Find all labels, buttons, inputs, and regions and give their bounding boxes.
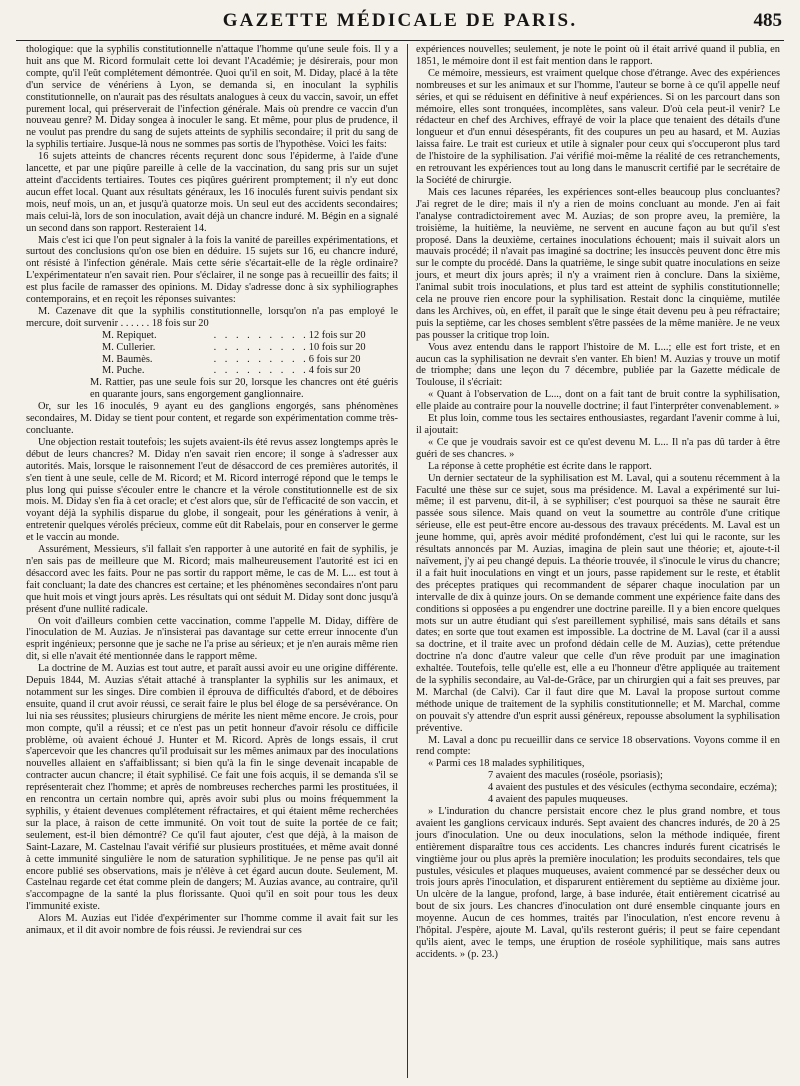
cazenave-value: 18 fois sur 20 (151, 317, 209, 329)
paragraph: 16 sujets atteints de chancres récents reçurent donc sous l'épiderme, à l'aide d'une lancette, et par une piqûre pareille à celle de la vaccination, du sang pris sur un sujet atteint d'accidents tertiaires. Toutes ces piqûres guérirent promptement; il n'y eut donc aucun effet local. Quant aux résultats généraux, les 16 inoculés furent suivis pendant six mois, neuf mois, un an, et jusqu'à quatorze mois. Un seul eut des accidents secondaires; mais celui-là, lors de son inoculation, avait déjà un chancre induré. M. Bégin en a signalé un second dans son rapport. Resteraient 14. (26, 151, 398, 234)
right-column (416, 44, 780, 1082)
cazenave-text: M. Cazenave dit que la syphilis constitutionnelle, lorsqu'on n'a pas employé le mercure, doit survenir (26, 305, 398, 329)
paragraph: thologique: que la syphilis constitutionnelle n'attaque l'homme qu'une seule fois. Il y a huit ans que M. Ricord formulait cette loi devant l'Académie; je désirerais, pour mon compte, qu'il l'eût complétement démontrée. Quoi qu'il en soit, M. Diday, placé à la tête d'un service de vénériens à Lyon, se demanda si, en inoculant la syphilis constitutionnelle, on n'aurait pas des résultats analogues à ceux du vaccin, savoir, un effet purement local, qui préserverait de l'infection générale. Mais où prendre ce vaccin d'un nouveau genre? M. Diday songea à inoculer le sang. Et même, pour plus de prudence, il ne voulut pas prendre du sang de sujets atteints de syphilis secondaire; il prit du sang de la syphilis tertiaire. Jusque-là nous ne sommes pas sortis de l'hypothèse. Voici les faits: (26, 44, 398, 151)
list-item: 4 avaient des pustules et des vésicules (ecthyma secondaire, eczéma); (488, 782, 778, 794)
list-item: M. Puche. . . . . . . . . . 4 fois sur 20 (38, 365, 398, 377)
author-name: M. Puche. (102, 365, 145, 377)
list-item: M. Repiquet. . . . . . . . . . 12 fois sur 20 (38, 330, 398, 342)
list-item: 7 avaient des macules (roséole, psoriasis); (488, 770, 663, 782)
paragraph: Mais ces lacunes réparées, les expériences sont-elles beaucoup plus concluantes? J'ai regret de le dire; mais il n'y a rien de moins concluant au monde. J'en ai fait l'analyse contradictoirement avec M. Auzias; de son propre aveu, la première, la troisième, la huitième, la neuvième, ne servent en aucune façon au but qu'il s'est proposé. Dans la deuxième, certaines inoculations échouent; mais il suivait alors un mauvais procédé; il n'avait pas imaginé sa doctrine; les insuccès peuvent donc être mis sur le compte du procédé. Dans la quatrième, le singe subit quatre inoculations en seize jours, et meurt dix jours après; il n'y a vraiment rien à conclure. Dans la sixième, l'animal subit trois inoculations, et plus tard est atteint de syphilis constitutionnelle; cela ne prouve rien encore pour la syphilisation. Restait donc la cinquième, mutilée dans les Archives, où, en effet, il paraît que le singe était devenu peu à peu réfractaire; puis la septième, car les choses semblent s'être passées de la même manière. Je ne veux pas pousser la critique trop loin. (416, 186, 780, 341)
author-name: M. Baumès. (102, 353, 153, 365)
paragraph: Assurément, Messieurs, s'il fallait s'en rapporter à une autorité en fait de syphilis, je n'en sais pas de meilleure que M. Ricord; mais malheureusement l'autorité est ici en désaccord avec les faits. Pour ne pas sortir du rapport même, le cas de M. L... est tout à fait concluant; la date des chancres est certaine; et les phénomènes secondaires n'ont paru que huit mois et vingt jours après. Les résultats qui ont séduit M. Diday sont donc jusqu'à présent d'une nullité radicale. (26, 544, 398, 615)
paragraph: On voit d'ailleurs combien cette vaccination, comme l'appelle M. Diday, diffère de l'inoculation de M. Auzias. Je n'insisterai pas davantage sur cette erreur innocente d'un esprit ingénieux; personne que je sache ne l'a prise au sérieux; et je n'en aurais même rien dit, si elle n'avait été mentionnée dans le rapport même. (26, 615, 398, 663)
statistics-list (26, 330, 398, 378)
journal-title: GAZETTE MÉDICALE DE PARIS. (222, 10, 578, 31)
paragraph: Or, sur les 16 inoculés, 9 ayant eu des ganglions engorgés, sans phénomènes secondaires, M. Diday se tient pour content, et regarde son expérimentation comme très-concluante. (26, 401, 398, 436)
paragraph: Un dernier sectateur de la syphilisation est M. Laval, qui a soutenu récemment à la Faculté une thèse sur ce sujet, sous ma présidence. M. Laval a expérimenté sur lui-même; il est parvenu, dit-il, à se syphiliser; c'est pourquoi sa thèse ne saurait être passée sous silence. Mais quand on veut la soumettre au contrôle d'une critique sérieuse, elle est peut-être encore au-dessous des travaux précédents. M. Laval est un jeune homme, qui, après avoir médité profondément, c'est lui qui le raconte, sur les résultats annoncés par M. Auzias, imagina de plein saut une théorie; et, ajoute-t-il naïvement, j'y ai peu changé depuis. La théorie trouvée, il s'inocule le virus du chancre; il a fait huit inoculations en vingt et un jours, passe rapidement sur le reste, et établit des préceptes pratiques qui recommandent de séparer chaque inoculation par un intervalle de dix à quinze jours. On se demande comment une expérience faite dans des conditions si opposées a pu engendrer une doctrine pareille. Il y a bien encore quelques mots sur un autre étudiant qui s'est pareillement syphilisé, mais sans détails et sans dates; en sorte que tout examen est impossible. La doctrine de M. Laval (car il a aussi sa doctrine, et il traite avec un profond dédain celle de M. Auzias), cette prétendue doctrine n'a donc d'autre valeur que celle d'un rêve produit par une imagination exhaltée. Toutefois, telle qu'elle est, elle a eu l'honneur d'être appliquée au traitement de la syphilis secondaire, au Val-de-Grâce, par un chirurgien qui a fait ses preuves, par M. Marchal (de Calvi). Car il faut dire que M. Laval la propose surtout comme méthode unique de traitement de la syphilis constitutionnelle; et M. Marchal, comme on pouvait s'y attendre d'un esprit aussi généreux, repousse absolument la syphilisation préventive. (416, 472, 780, 734)
quotation: « Parmi ces 18 malades syphilitiques, (428, 758, 585, 770)
paragraph: Une objection restait toutefois; les sujets avaient-ils été revus assez longtemps après le début de leurs chancres? M. Diday n'en savait rien encore; il songe à s'adresser aux autorités. Mais, lorsque le raisonnement l'eut de désaccord de ces premières autorités, il s'en tient à une seule, celle de M. Ricord; et M. Ricord interrogé répond que le temps le plus long qui puisse s'écouler entre le chancre et la vérole constitutionnelle est de six mois. M. Diday s'en fia à cet oracle; et c'est alors que, sûr de l'efficacité de son vaccin, et voyant déjà la syphilis disparue du globe, il songeait, pour les générations à venir, à entretenir quelques vérolés précieux, comme eût dit Rabelais, pour en conserver le germe et le vaccin au monde. (26, 436, 398, 544)
quotation: « Quant à l'observation de L..., dont on a fait tant de bruit contre la syphilisation, elle plaide au contraire pour la nouvelle doctrine; il faut l'interpréter convenablement. » (416, 389, 780, 413)
header-rule (16, 40, 784, 41)
paragraph: La doctrine de M. Auzias est tout autre, et paraît aussi avoir eu une origine différente. Depuis 1844, M. Auzias s'était attaché à transplanter la syphilis sur les animaux, et notamment sur les singes. Dire combien il éprouva de difficultés d'abord, et de déboires ensuite, quand il crut avoir réussi, ce serait faire le plus bel éloge de sa persévérance. On lui nia ses réussites; plusieurs chirurgiens de mérite les nient même encore. Je crois, pour mon compte, qu'il a réussi; et ce n'est pas un petit honneur d'avoir résolu ce difficile problème, où avaient échoué J. Hunter et M. Ricord. Après de longs essais, il crut s'apercevoir que les chancres qu'il produisait sur les mêmes animaux par des inoculations nouvelles allaient en s'affaiblissant; si bien qu'à la fin le singe devenait incapable de contracter aucun chancre; il était syphilisé. Ce fait une fois acquis, il se demanda s'il se représenterait chez l'homme; et après de nombreuses recherches parmi les prostituées, il en rencontra un certain nombre qui, après avoir subi plus ou moins fréquemment la syphilis, y étaient devenues complétement réfractaires, et qui étaient même recherchées sur la place, à raison de cette immunité. On voit tout de suite la portée de ce fait; seulement, est-il bien démontré? Ce qu'il faut ajouter, c'est que déjà, à la maison de Saint-Lazare, M. Castelnau l'avait vérifié sur plusieurs prostituées, et même avait donné à cette immunité singulière le nom de saturation syphilitique. Je ne pense pas qu'il ait encore publié ses observations, mais je n'élève à cet égard aucun doute. Seulement, M. Castelnau regarde cet état comme plein de dangers; M. Auzias avance, au contraire, qu'il s'accompagne de la santé la plus florissante. Quoi qu'il en soit pour tous les deux l'immunité existe. (26, 663, 398, 913)
list-item: 4 avaient des papules muqueuses. (488, 794, 628, 806)
author-value: 10 fois sur 20 (308, 341, 366, 353)
author-value: 12 fois sur 20 (308, 329, 366, 341)
paragraph: Vous avez entendu dans le rapport l'histoire de M. L...; elle est fort triste, et en aucun cas la syphilisation ne devrait s'en vanter. Eh bien! M. Auzias y trouve un motif de triomphe; dans une leçon du 7 décembre, publiée par la Gazette médicale de Toulouse, il s'écriait: (416, 341, 780, 389)
list-item: M. Cullerier. . . . . . . . . . 10 fois sur 20 (38, 342, 398, 354)
column-divider (407, 44, 408, 1078)
paragraph: expériences nouvelles; seulement, je note le point où il était arrivé quand il publia, en 1851, le mémoire dont il est fait mention dans le rapport. (416, 44, 780, 67)
paragraph: Mais c'est ici que l'on peut signaler à la fois la vanité de pareilles expérimentations, et surtout des conclusions qu'on ose bien en déduire. 15 sujets sur 16, eu chancre induré, ont résisté à l'infection générale. Mais cette série s'écartait-elle de la règle ordinaire? L'expérimentateur n'en savait rien. Pour s'éclairer, il ne songe pas à recueillir des faits; il est plus facile de ramasser des opinions. M. Diday s'adresse donc à six syphiliographes contemporains, et en reçoit les réponses suivantes: (26, 234, 398, 306)
author-value: 4 fois sur 20 (308, 365, 361, 377)
quotation: » L'induration du chancre persistait encore chez le plus grand nombre, et tous avaient les ganglions cervicaux indurés. Sept avaient des chancres indurés, de 20 à 25 jours d'inoculation. Une ou deux inoculations, selon la méthode indiquée, firent entièrement disparaître tous ces accidents. Les chancres indurés furent cicatrisés le vingtième jour ou plus après la première inoculation; les produits secondaires, tels que pustules, vésicules et plaques muqueuses, avaient commencé par se dessécher deux ou trois jours après l'inoculation, et disparurent entièrement du septième au dixième jour. Un ulcère de la langue, profond, large, à base indurée, était entièrement cicatrisé au bout de six jours. Les chancres d'inoculation ont duré ensemble cinquante jours en moyenne. Aucun de ces hommes, traités par l'inoculation, n'est encore revenu à l'hôpital. J'espère, ajoute M. Laval, qu'ils resteront guéris; il peut se faire cependant qu'ils aient, avec le temps, une éruption de roséole syphilitique, mais sans autres accidents. » (p. 23.) (416, 806, 780, 960)
paragraph: M. Cazenave dit que la syphilis constitutionnelle, lorsqu'on n'a pas employé le mercure, doit survenir . . . . . . 18 fois sur 20 (26, 305, 398, 329)
paragraph: Alors M. Auzias eut l'idée d'expérimenter sur l'homme comme il avait fait sur les animaux, et il dit avoir nombre de fois réussi. Je reviendrai sur ces (26, 913, 398, 937)
left-column (26, 44, 398, 1082)
list-item: M. Baumès. . . . . . . . . . 6 fois sur 20 (38, 354, 398, 366)
page-number: 485 (753, 10, 782, 31)
paragraph: M. Laval a donc pu recueillir dans ce service 18 observations. Voyons comme il en rend compte: (416, 734, 780, 758)
quotation: « Ce que je voudrais savoir est ce qu'est devenu M. L... Il n'a pas dû tarder à être guéri de ses chancres. » (416, 436, 780, 460)
author-name: M. Cullerier. (102, 341, 156, 353)
paragraph: Et plus loin, comme tous les sectaires enthousiastes, regardant l'avenir comme à lui, il ajoutait: (416, 413, 780, 436)
page-header (0, 6, 800, 40)
author-value: 6 fois sur 20 (308, 353, 361, 365)
rattier-line: M. Rattier, pas une seule fois sur 20, lorsque les chancres ont été guéris en quarante jours, sans engorgement ganglionnaire. (90, 377, 398, 401)
author-name: M. Repiquet. (102, 329, 157, 341)
paragraph: Ce mémoire, messieurs, est vraiment quelque chose d'étrange. Avec des expériences nombreuses et sur les animaux et sur l'homme, l'auteur se borne à ce qu'il appelle neuf séries, et qui se réduisent en définitive à neuf expériences. Si on les parcourt dans son mémoire, elles sont tronquées, incomplètes, sans valeur. D'où cela peut-il venir? Le rédacteur en chef des Archives, effrayé de voir la place que tenaient des détails d'une longueur et d'un ennui désespérants, fit des coupures un peu au hasard, et M. Auzias laissa faire. Le trait est curieux et utile à signaler pour ceux qui s'occuperont plus tard de l'histoire de la syphilisation. J'ai vérifié moi-même la réalité de ces retranchements, en retrouvant les expériences tout au long dans le manuscrit certifié par le secrétaire de la Société de chirurgie. (416, 67, 780, 186)
paragraph: La réponse à cette prophétie est écrite dans le rapport. (428, 460, 652, 472)
